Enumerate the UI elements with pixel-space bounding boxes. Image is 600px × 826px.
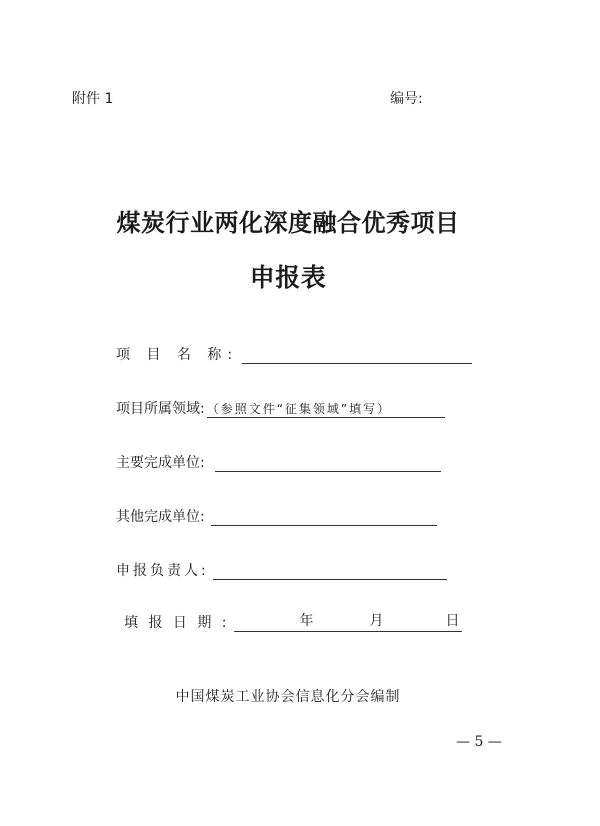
main-unit-row: [116, 452, 441, 472]
month-label: 月: [369, 613, 384, 629]
date-label: 填 报 日 期 :: [124, 615, 230, 631]
date-blank[interactable]: [234, 614, 462, 632]
year-label: 年: [299, 613, 314, 629]
applicant-label: 申报负责人:: [116, 563, 209, 579]
project-name-label: 项 目 名 称:: [116, 347, 239, 363]
project-domain-row: [116, 398, 445, 418]
date-row: [124, 612, 462, 632]
project-domain-blank[interactable]: [207, 400, 445, 418]
project-name-row: [116, 344, 472, 364]
applicant-row: [116, 560, 447, 580]
serial-number-label: 编号:: [390, 91, 423, 107]
document-subtitle: 申报表: [249, 263, 327, 292]
main-unit-label: 主要完成单位:: [116, 455, 205, 471]
compiler-credit: 中国煤炭工业协会信息化分会编制: [175, 689, 401, 705]
document-title: 煤炭行业两化深度融合优秀项目: [116, 208, 460, 237]
applicant-blank[interactable]: [213, 562, 447, 580]
project-domain-hint: （参照文件“征集领域”填写）: [206, 402, 392, 416]
main-unit-blank[interactable]: [215, 454, 441, 472]
attachment-label: 附件 1: [72, 91, 114, 107]
project-name-blank[interactable]: [242, 346, 472, 364]
project-domain-label: 项目所属领域:: [116, 401, 205, 417]
other-unit-blank[interactable]: [211, 508, 437, 526]
day-label: 日: [445, 613, 460, 629]
page-number: — 5 —: [456, 734, 502, 750]
other-unit-row: [116, 506, 437, 526]
other-unit-label: 其他完成单位:: [116, 509, 205, 525]
